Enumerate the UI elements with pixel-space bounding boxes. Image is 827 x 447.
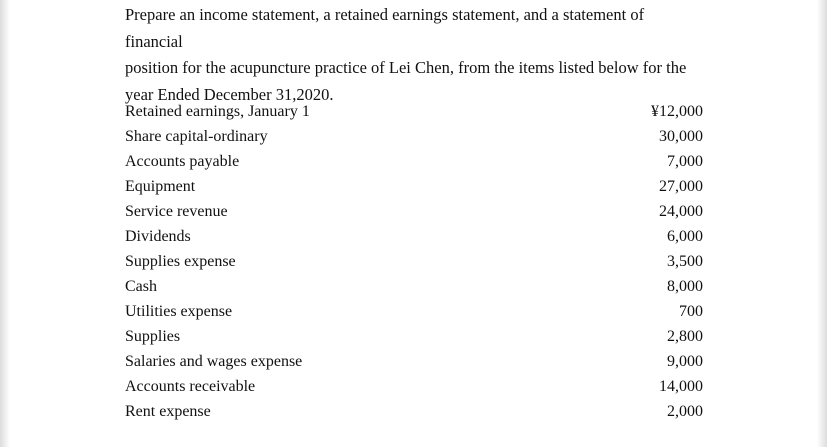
account-row — [125, 324, 703, 349]
account-name: Rent expense — [125, 403, 211, 420]
account-amount: 2,800 — [667, 328, 703, 345]
account-row — [125, 374, 703, 399]
problem-instructions — [125, 0, 705, 108]
account-amount: 2,000 — [667, 403, 703, 420]
account-name: Share capital-ordinary — [125, 128, 268, 145]
document-page — [125, 0, 715, 420]
account-row — [125, 124, 703, 149]
account-amount: ¥12,000 — [651, 103, 703, 120]
account-row — [125, 274, 703, 299]
instructions-line-1: Prepare an income statement, a retained earnings statement, and a statement of financial — [125, 5, 645, 51]
page-shadow-right — [817, 0, 827, 447]
account-amount: 14,000 — [659, 378, 703, 395]
account-amount: 3,500 — [667, 253, 703, 270]
page-shadow-left — [0, 0, 10, 447]
account-amount: 8,000 — [667, 278, 703, 295]
account-amount: 6,000 — [667, 228, 703, 245]
account-name: Accounts receivable — [125, 378, 256, 395]
account-name: Supplies expense — [125, 253, 236, 270]
instructions-line-2: position for the acupuncture practice of Lei Chen, from the items listed below for the — [125, 58, 687, 77]
account-name: Retained earnings, January 1 — [125, 103, 310, 120]
account-row — [125, 174, 703, 199]
account-name: Service revenue — [125, 203, 228, 220]
account-name: Supplies — [125, 328, 181, 345]
account-name: Cash — [125, 278, 157, 295]
account-amount: 30,000 — [659, 128, 703, 145]
account-name: Utilities expense — [125, 303, 233, 320]
account-name: Equipment — [125, 178, 196, 195]
account-row — [125, 149, 703, 174]
account-row — [125, 349, 703, 374]
account-row — [125, 99, 703, 124]
account-amount: 27,000 — [659, 178, 703, 195]
account-amount: 9,000 — [667, 353, 703, 370]
account-amount: 24,000 — [659, 203, 703, 220]
account-amount: 700 — [679, 303, 703, 320]
account-name: Salaries and wages expense — [125, 353, 303, 370]
account-amount: 7,000 — [667, 153, 703, 170]
account-name: Dividends — [125, 228, 191, 245]
instructions-line-3: year Ended December 31,2020. — [125, 84, 334, 104]
account-row — [125, 224, 703, 249]
account-row — [125, 249, 703, 274]
account-row — [125, 199, 703, 224]
account-row — [125, 399, 703, 424]
account-name: Accounts payable — [125, 153, 240, 170]
account-items-list — [125, 99, 703, 424]
account-row — [125, 299, 703, 324]
